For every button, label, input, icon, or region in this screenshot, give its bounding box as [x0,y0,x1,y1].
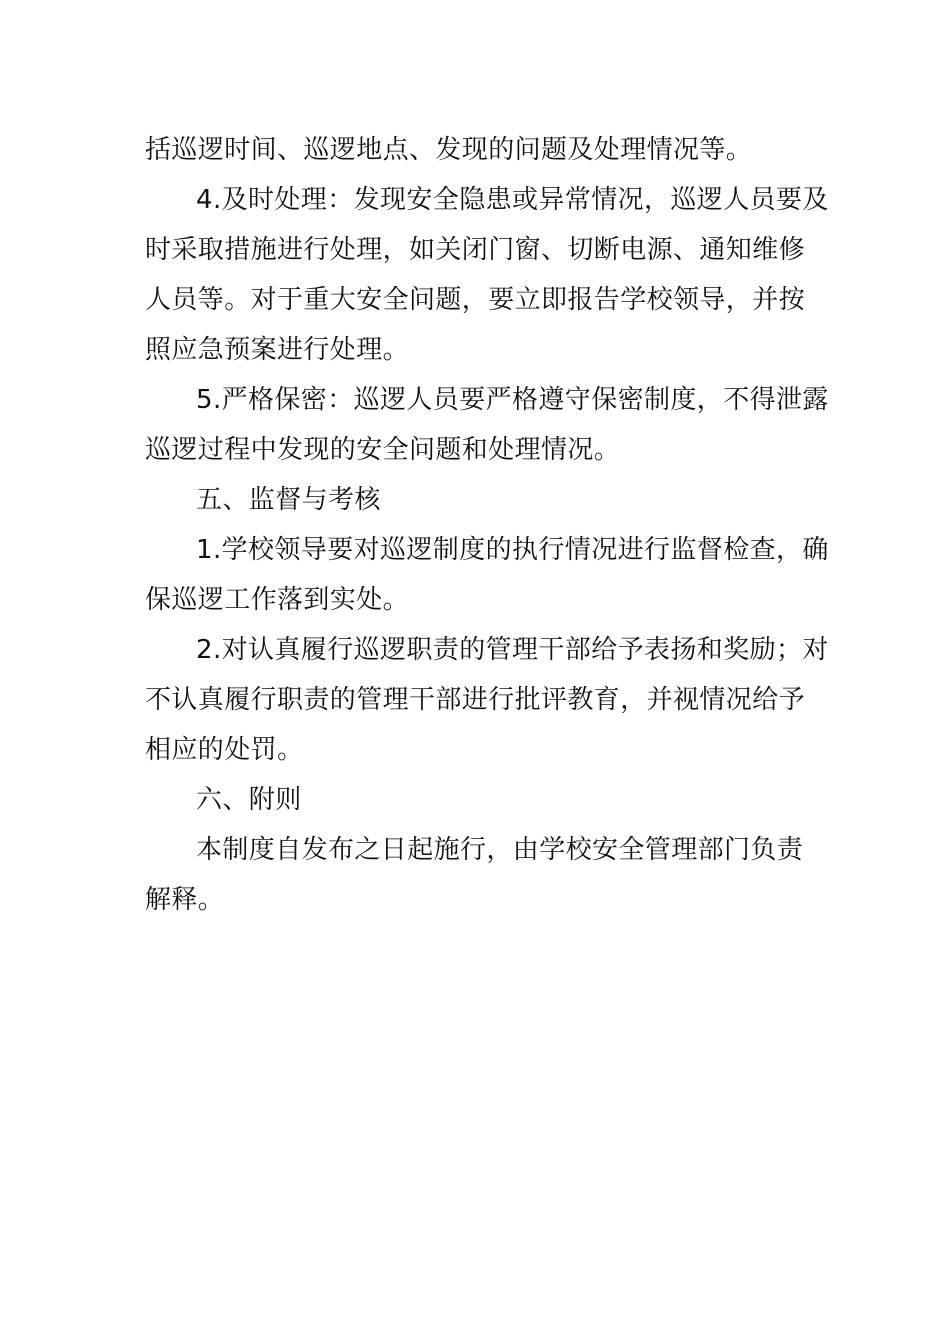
paragraph-line: 照应急预案进行处理。 [145,335,410,365]
paragraph-line: 解释。 [145,885,225,915]
paragraph-line: 5.严格保密：巡逻人员要严格遵守保密制度，不得泄露 [196,385,829,415]
section-heading: 六、附则 [196,785,302,815]
paragraph-line: 人员等。对于重大安全问题，要立即报告学校领导，并按 [145,285,806,315]
paragraph-line: 本制度自发布之日起施行，由学校安全管理部门负责 [196,835,804,865]
paragraph-line: 巡逻过程中发现的安全问题和处理情况。 [145,435,621,465]
paragraph-line: 1.学校领导要对巡逻制度的执行情况进行监督检查，确 [196,535,829,565]
paragraph-line: 相应的处罚。 [145,735,304,765]
paragraph-line: 4.及时处理：发现安全隐患或异常情况，巡逻人员要及 [196,185,829,215]
paragraph-line: 保巡逻工作落到实处。 [145,585,410,615]
paragraph-line: 不认真履行职责的管理干部进行批评教育，并视情况给予 [145,685,806,715]
paragraph-line: 时采取措施进行处理，如关闭门窗、切断电源、通知维修 [145,235,806,265]
paragraph-line: 括巡逻时间、巡逻地点、发现的问题及处理情况等。 [145,135,753,165]
section-heading: 五、监督与考核 [196,485,381,515]
paragraph-line: 2.对认真履行巡逻职责的管理干部给予表扬和奖励；对 [196,635,829,665]
